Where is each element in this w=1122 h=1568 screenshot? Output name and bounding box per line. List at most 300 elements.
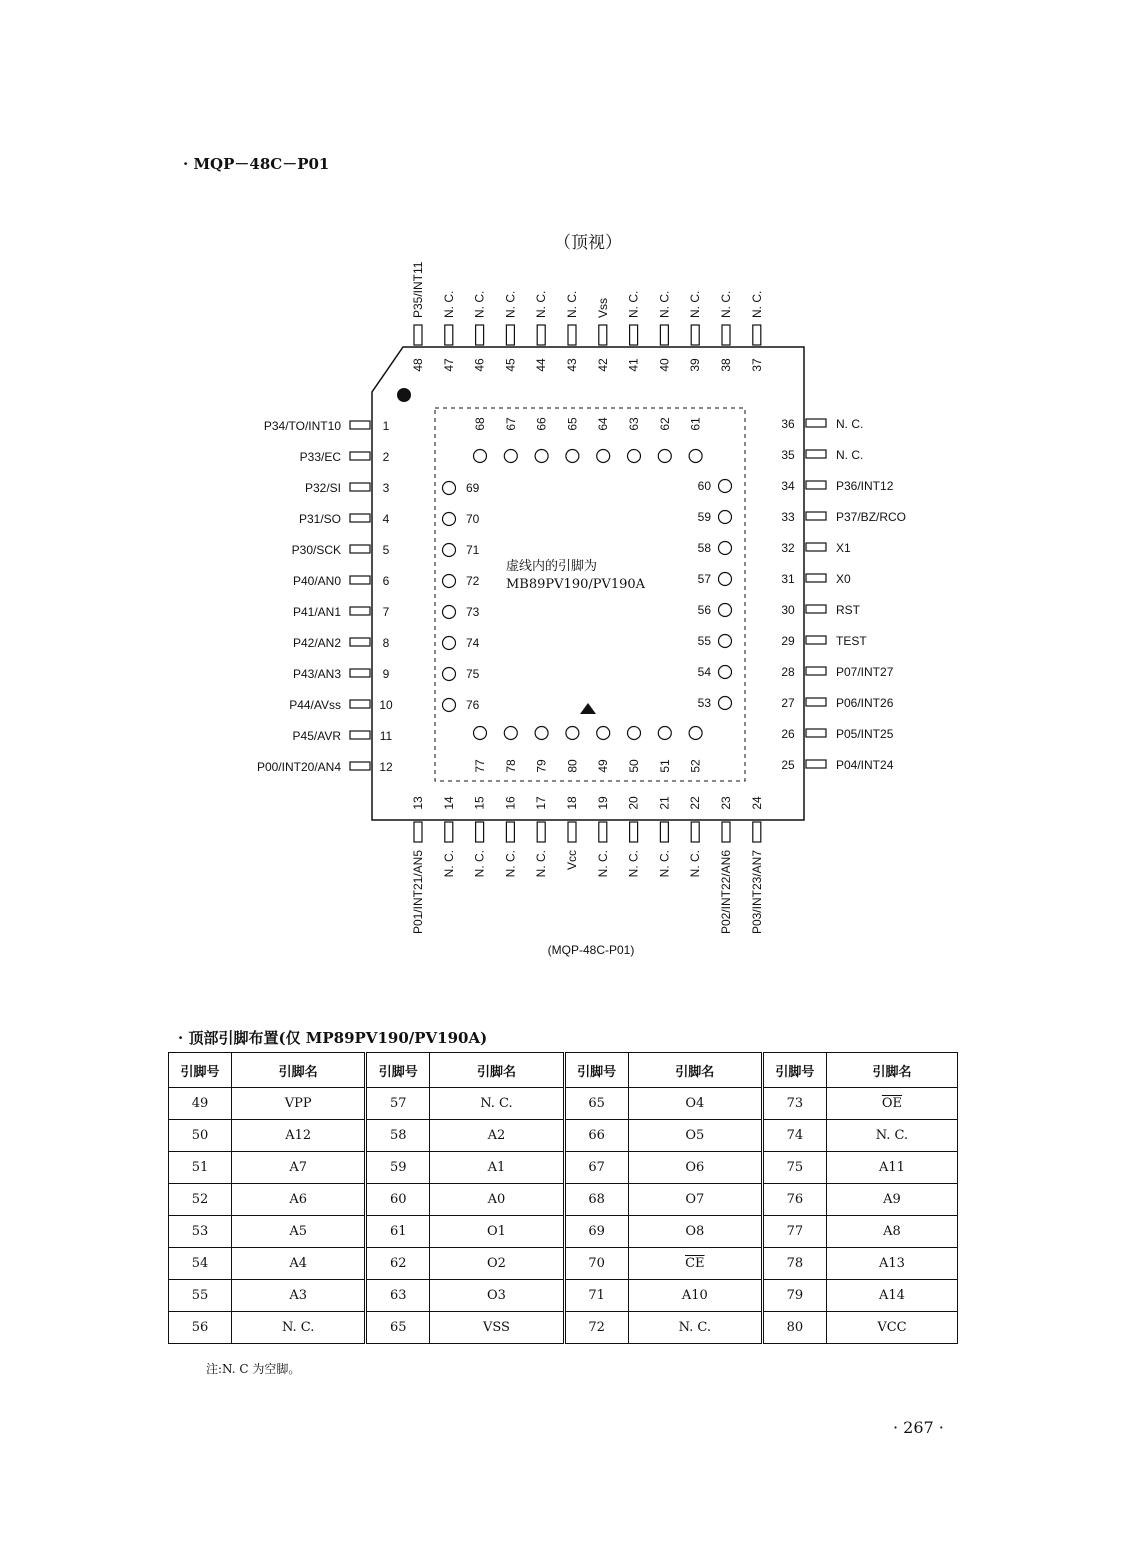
pin-number-label: 23 (719, 796, 733, 810)
pin-name-cell: A7 (232, 1152, 366, 1184)
pin-name-cell: A2 (430, 1120, 564, 1152)
pin-number-label: 35 (781, 448, 795, 462)
pin-name-label: N. C. (441, 290, 456, 318)
inner-pad (474, 727, 487, 740)
pin-lead (568, 325, 576, 345)
pin-name-label: N. C. (719, 290, 733, 318)
inner-pad (443, 699, 456, 712)
pin-lead (806, 729, 826, 737)
pin-number-label: 40 (657, 358, 672, 372)
pin-name-cell: $\overline{OE}$ (826, 1088, 957, 1120)
pin-number-label: 29 (781, 634, 795, 648)
inner-pad-number: 63 (627, 417, 641, 431)
pin-name-cell: N. C. (232, 1312, 366, 1344)
pin-number-cell: 69 (564, 1216, 628, 1248)
pin-name-cell: O5 (628, 1120, 762, 1152)
pin-name-cell: O2 (430, 1248, 564, 1280)
pin-lead (414, 325, 422, 345)
pin-number-label: 12 (379, 760, 393, 774)
pin-name-label: N. C. (836, 448, 864, 462)
pin-number-label: 7 (382, 605, 390, 619)
pin-number-cell: 57 (366, 1088, 430, 1120)
inner-pad (566, 450, 579, 463)
inner-pad (474, 450, 487, 463)
pin-number-label: 27 (781, 696, 795, 710)
pin-number-label: 31 (781, 572, 795, 586)
pin-number-label: 8 (382, 636, 390, 650)
inner-pad-number: 51 (657, 759, 672, 773)
pin-lead (568, 822, 576, 842)
pin-lead (806, 760, 826, 768)
pin-lead (350, 545, 370, 553)
inner-pad-number: 65 (565, 417, 580, 431)
inner-pad-number: 80 (565, 759, 580, 773)
pin-number-label: 1 (382, 419, 390, 433)
inner-pad (719, 511, 732, 524)
inner-pad-number: 54 (697, 665, 711, 679)
pin-number-cell: 60 (366, 1184, 430, 1216)
pin-lead (445, 822, 453, 842)
pin-number-label: 28 (781, 665, 795, 679)
pin-number-label: 21 (657, 796, 672, 810)
pin-lead (753, 822, 761, 842)
pin-name-label: N. C. (688, 850, 703, 878)
pin-name-label: N. C. (836, 417, 864, 431)
inner-pad (719, 480, 732, 493)
pin-name-label: P01/INT21/AN5 (411, 850, 425, 935)
footnote: 注:N. C 为空脚。 (206, 1362, 301, 1376)
pin-name-label: P45/AVR (292, 729, 341, 743)
pin-number-label: 34 (781, 479, 795, 493)
inner-pad-number: 58 (697, 541, 711, 555)
pin-lead (806, 605, 826, 613)
pin-number-label: 15 (472, 796, 487, 810)
col-header-name: 引脚名 (628, 1053, 762, 1088)
pin-number-cell: 55 (169, 1280, 232, 1312)
pin-name-label: P02/INT22/AN6 (719, 850, 733, 935)
inner-pad-number: 78 (503, 759, 518, 773)
inner-note-line1: 虚线内的引脚为 (506, 559, 598, 574)
inner-pad (658, 450, 671, 463)
inner-pad-number: 68 (473, 417, 487, 431)
table-row (169, 1152, 958, 1184)
pin-number-cell: 59 (366, 1152, 430, 1184)
pin-number-label: 5 (382, 543, 390, 557)
inner-pad-number: 53 (697, 696, 711, 710)
pin-number-label: 18 (565, 796, 579, 810)
inner-pad-number: 71 (466, 543, 480, 557)
pin-number-label: 11 (379, 729, 393, 743)
pin-number-cell: 65 (366, 1312, 430, 1344)
pin-number-label: 33 (781, 510, 795, 524)
orientation-triangle-icon (580, 703, 596, 714)
pin-name-label: P42/AN2 (292, 636, 341, 650)
inner-pad-number: 60 (697, 479, 711, 493)
col-header-name: 引脚名 (430, 1053, 564, 1088)
inner-pad (719, 635, 732, 648)
inner-dashed-region (435, 408, 745, 781)
pin-name-cell: VPP (232, 1088, 366, 1120)
pin-number-cell: 65 (564, 1088, 628, 1120)
table-row (169, 1248, 958, 1280)
pin-number-label: 4 (382, 512, 390, 526)
pin-name-label: P00/INT20/AN4 (256, 760, 341, 774)
inner-pad-number: 61 (688, 417, 703, 431)
pin-lead (350, 731, 370, 739)
pin-number-label: 24 (749, 796, 764, 810)
pin-name-cell: O1 (430, 1216, 564, 1248)
pin-number-label: 43 (565, 358, 579, 372)
pin-lead (506, 325, 514, 345)
pin-number-cell: 51 (169, 1152, 232, 1184)
pin-lead (350, 607, 370, 615)
inner-pad (689, 727, 702, 740)
inner-pad (443, 637, 456, 650)
pin-lead (506, 822, 514, 842)
pin-name-cell: N. C. (430, 1088, 564, 1120)
inner-pad (443, 606, 456, 619)
pin-number-label: 47 (441, 358, 456, 372)
pin-name-label: P36/INT12 (836, 479, 894, 493)
pin-name-cell: A11 (826, 1152, 957, 1184)
inner-pad (597, 727, 610, 740)
pin-number-label: 9 (382, 667, 390, 681)
pin-number-cell: 75 (762, 1152, 826, 1184)
pin-number-cell: 78 (762, 1248, 826, 1280)
inner-pad (719, 542, 732, 555)
pin-lead (806, 419, 826, 427)
pin-number-label: 19 (595, 796, 610, 810)
pin-number-label: 20 (626, 796, 641, 810)
pin-lead (806, 481, 826, 489)
pin-name-label: P06/INT26 (836, 696, 894, 710)
pin-name-cell: A0 (430, 1184, 564, 1216)
inner-pad-number: 55 (697, 634, 711, 648)
pin-name-label: N. C. (441, 850, 456, 878)
pin-name-label: RST (836, 603, 860, 617)
pin-name-label: X0 (836, 572, 851, 586)
col-header-num: 引脚号 (366, 1053, 430, 1088)
pin-number-label: 41 (626, 358, 641, 372)
pin-name-cell: O3 (430, 1280, 564, 1312)
inner-pad (628, 727, 641, 740)
pin-lead (722, 325, 730, 345)
pin-number-cell: 72 (564, 1312, 628, 1344)
pin-number-label: 2 (382, 450, 390, 464)
pin-number-cell: 68 (564, 1184, 628, 1216)
pin-name-cell: A12 (232, 1120, 366, 1152)
inner-pad (719, 604, 732, 617)
top-pin-table (168, 1052, 958, 1344)
inner-pad (535, 450, 548, 463)
inner-pad-number: 62 (657, 417, 672, 431)
pin-name-cell: A10 (628, 1280, 762, 1312)
pin-number-cell: 76 (762, 1184, 826, 1216)
pin-name-label: Vcc (565, 850, 579, 871)
inner-pad (719, 573, 732, 586)
inner-pad (443, 575, 456, 588)
pin-name-label: P04/INT24 (836, 758, 894, 772)
pin-name-label: P03/INT23/AN7 (749, 850, 764, 935)
table-row (169, 1280, 958, 1312)
inner-pad-number: 76 (466, 698, 480, 712)
pin-lead (537, 822, 545, 842)
col-header-num: 引脚号 (564, 1053, 628, 1088)
pin-number-label: 17 (534, 796, 549, 810)
pin-number-label: 13 (411, 796, 425, 810)
pin-lead (806, 667, 826, 675)
pin-name-label: P35/INT11 (411, 261, 425, 318)
inner-pad (535, 727, 548, 740)
pin-lead (630, 325, 638, 345)
inner-pad-number: 57 (697, 572, 711, 586)
pin-lead (445, 325, 453, 345)
table-row (169, 1120, 958, 1152)
pin-lead (806, 698, 826, 706)
pin-name-label: N. C. (626, 850, 641, 878)
pin-number-label: 22 (688, 796, 703, 810)
pin-name-label: P30/SCK (291, 543, 341, 557)
pin-name-cell: VSS (430, 1312, 564, 1344)
pin-name-cell: A1 (430, 1152, 564, 1184)
section-title: · MQP－48C－P01 (183, 155, 330, 173)
pin-name-label: X1 (836, 541, 851, 555)
inner-pad (719, 697, 732, 710)
pin-number-cell: 56 (169, 1312, 232, 1344)
inner-pad-number: 50 (627, 759, 641, 773)
pin-name-cell: N. C. (628, 1312, 762, 1344)
inner-pad (443, 482, 456, 495)
inner-pad (719, 666, 732, 679)
pin-number-label: 32 (781, 541, 795, 555)
inner-pad (689, 450, 702, 463)
pin-name-cell: A13 (826, 1248, 957, 1280)
inner-pad (504, 450, 517, 463)
pin-lead (350, 514, 370, 522)
pin-number-label: 36 (781, 417, 795, 431)
pin-number-cell: 53 (169, 1216, 232, 1248)
pin-lead (691, 822, 699, 842)
inner-pad-number: 64 (596, 417, 611, 431)
pin-number-label: 30 (781, 603, 795, 617)
inner-pad-number: 77 (473, 759, 487, 773)
pin-number-label: 26 (781, 727, 795, 741)
pin-name-cell: A14 (826, 1280, 957, 1312)
inner-pad-number: 72 (466, 574, 480, 588)
pin-lead (599, 325, 607, 345)
pin-name-label: P37/BZ/RCO (836, 510, 907, 524)
pin-number-cell: 79 (762, 1280, 826, 1312)
pin-name-label: N. C. (503, 290, 518, 318)
pin-lead (660, 325, 668, 345)
pin-number-label: 37 (749, 358, 764, 372)
pin-lead (350, 421, 370, 429)
inner-pad-number: 69 (466, 481, 480, 495)
pin-number-cell: 71 (564, 1280, 628, 1312)
pin-name-label: P41/AN1 (292, 605, 341, 619)
pin-number-cell: 70 (564, 1248, 628, 1280)
pin-lead (630, 822, 638, 842)
pin-number-cell: 58 (366, 1120, 430, 1152)
pin-number-label: 46 (472, 358, 487, 372)
pin-name-label: N. C. (503, 850, 518, 878)
pin-name-label: P34/TO/INT10 (263, 419, 341, 433)
pin-name-label: N. C. (626, 290, 641, 318)
pin-lead (722, 822, 730, 842)
pin-name-cell: A6 (232, 1184, 366, 1216)
pin-number-label: 14 (441, 796, 456, 810)
pin-number-cell: 61 (366, 1216, 430, 1248)
pin-name-label: P33/EC (299, 450, 341, 464)
pin-lead (691, 325, 699, 345)
view-label: （顶视） (554, 233, 622, 253)
inner-pad (443, 513, 456, 526)
inner-pad-number: 75 (466, 667, 480, 681)
table-row (169, 1088, 958, 1120)
table-title: · 顶部引脚布置(仅 MP89PV190/PV190A) (178, 1029, 488, 1047)
inner-pad (504, 727, 517, 740)
pin-name-label: N. C. (749, 290, 764, 318)
pin-number-label: 48 (411, 358, 425, 372)
pin-number-cell: 80 (762, 1312, 826, 1344)
pin-name-label: Vss (595, 297, 610, 318)
pin-lead (350, 483, 370, 491)
pin-number-label: 25 (781, 758, 795, 772)
inner-pad (566, 727, 579, 740)
pin-number-label: 39 (688, 358, 703, 372)
table-row (169, 1184, 958, 1216)
pin-name-label: N. C. (688, 290, 703, 318)
table-header-row (169, 1053, 958, 1088)
pin-name-label: N. C. (595, 850, 610, 878)
inner-pad-number: 67 (503, 417, 518, 431)
pin-lead (599, 822, 607, 842)
pin-number-cell: 49 (169, 1088, 232, 1120)
pin-number-cell: 67 (564, 1152, 628, 1184)
col-header-num: 引脚号 (169, 1053, 232, 1088)
pin-name-cell: O7 (628, 1184, 762, 1216)
pin-name-cell: A4 (232, 1248, 366, 1280)
pin-lead (350, 638, 370, 646)
pin-name-cell: O6 (628, 1152, 762, 1184)
pin-name-label: P31/SO (298, 512, 341, 526)
pin-number-label: 10 (379, 698, 393, 712)
pin-name-label: P40/AN0 (292, 574, 341, 588)
col-header-name: 引脚名 (826, 1053, 957, 1088)
inner-pad (443, 668, 456, 681)
pin-lead (806, 574, 826, 582)
inner-pad-number: 56 (697, 603, 711, 617)
inner-pins-note (506, 558, 645, 594)
inner-pad (628, 450, 641, 463)
pin-name-label: TEST (836, 634, 867, 648)
pin-name-label: N. C. (657, 850, 672, 878)
table-row (169, 1216, 958, 1248)
diagram-caption: (MQP-48C-P01) (547, 943, 635, 957)
pin-number-label: 45 (503, 358, 518, 372)
pin-name-label: P43/AN3 (292, 667, 341, 681)
inner-pad-number: 52 (688, 759, 703, 773)
pin-name-label: P07/INT27 (836, 665, 894, 679)
inner-pad (443, 544, 456, 557)
pin-name-cell: A9 (826, 1184, 957, 1216)
pin-number-cell: 74 (762, 1120, 826, 1152)
pin-lead (476, 822, 484, 842)
pin-lead (350, 762, 370, 770)
pin-number-label: 16 (503, 796, 518, 810)
pin-name-label: N. C. (534, 290, 549, 318)
pin-name-cell: A3 (232, 1280, 366, 1312)
pin-number-label: 38 (719, 358, 733, 372)
pin-lead (806, 636, 826, 644)
inner-note-line2: MB89PV190/PV190A (506, 577, 646, 592)
pin-number-cell: 54 (169, 1248, 232, 1280)
pin-name-cell: $\overline{CE}$ (628, 1248, 762, 1280)
pin-lead (350, 576, 370, 584)
pin-number-label: 44 (534, 358, 549, 372)
pin-name-cell: O4 (628, 1088, 762, 1120)
pin-name-cell: VCC (826, 1312, 957, 1344)
pin-lead (806, 450, 826, 458)
pin-name-label: N. C. (472, 290, 487, 318)
inner-pad-number: 73 (466, 605, 480, 619)
pin-number-cell: 62 (366, 1248, 430, 1280)
pin-number-label: 42 (595, 358, 610, 372)
pin-number-cell: 66 (564, 1120, 628, 1152)
pin-lead (537, 325, 545, 345)
pin-lead (806, 512, 826, 520)
inner-pad-number: 74 (466, 636, 480, 650)
pin-name-cell: A5 (232, 1216, 366, 1248)
pin-name-cell: O8 (628, 1216, 762, 1248)
pin-name-label: N. C. (565, 290, 579, 318)
inner-pad (597, 450, 610, 463)
pin-lead (350, 669, 370, 677)
pin-lead (350, 700, 370, 708)
pin-name-label: P32/SI (304, 481, 341, 495)
pin-number-cell: 50 (169, 1120, 232, 1152)
pin1-marker-dot (397, 388, 411, 402)
inner-pad-number: 49 (596, 759, 611, 773)
pin-lead (414, 822, 422, 842)
pin-number-label: 3 (382, 481, 390, 495)
pin-name-cell: N. C. (826, 1120, 957, 1152)
pin-number-cell: 63 (366, 1280, 430, 1312)
inner-pad-number: 59 (697, 510, 711, 524)
pin-name-label: N. C. (472, 850, 487, 878)
pin-lead (660, 822, 668, 842)
inner-pad-number: 70 (466, 512, 480, 526)
col-header-num: 引脚号 (762, 1053, 826, 1088)
inner-pad (658, 727, 671, 740)
pin-name-label: P44/AVss (289, 698, 341, 712)
inner-pad-number: 79 (534, 759, 549, 773)
pin-name-label: P05/INT25 (836, 727, 894, 741)
pin-number-cell: 73 (762, 1088, 826, 1120)
pin-lead (476, 325, 484, 345)
pin-name-label: N. C. (657, 290, 672, 318)
pin-lead (753, 325, 761, 345)
pin-lead (350, 452, 370, 460)
pin-number-cell: 77 (762, 1216, 826, 1248)
pin-name-cell: A8 (826, 1216, 957, 1248)
pin-lead (806, 543, 826, 551)
pin-number-label: 6 (382, 574, 390, 588)
pin-name-label: N. C. (534, 850, 549, 878)
page-number: · 267 · (893, 1418, 944, 1437)
inner-pad-number: 66 (534, 417, 549, 431)
col-header-name: 引脚名 (232, 1053, 366, 1088)
